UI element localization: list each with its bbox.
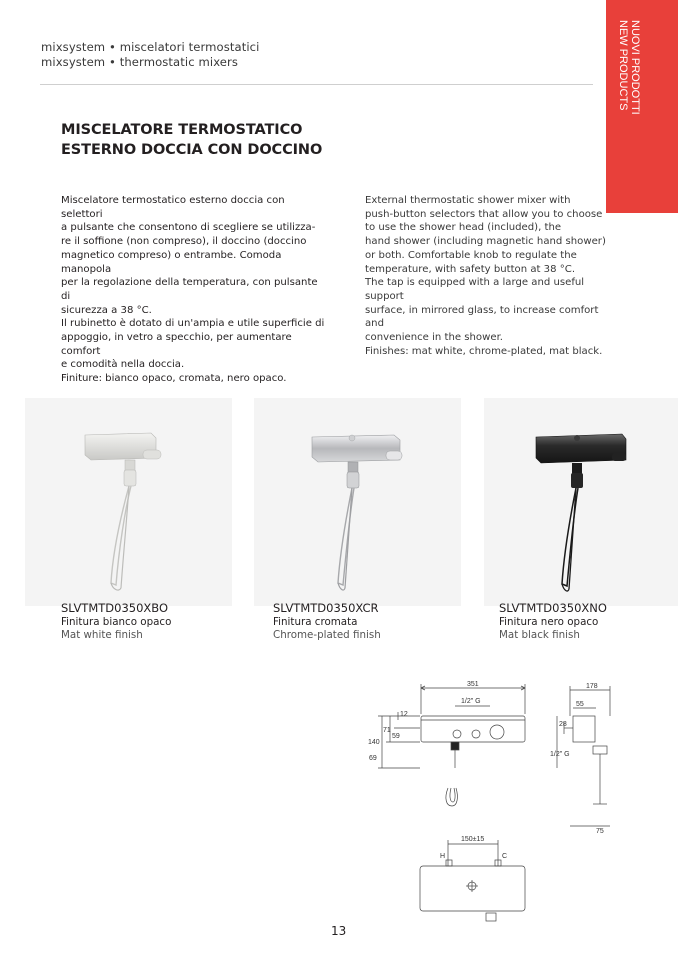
page-header bbox=[41, 40, 259, 69]
finish-italian: Finitura nero opaco bbox=[499, 616, 599, 628]
dim-thread-side: 1/2" G bbox=[550, 751, 570, 758]
product-photo-black bbox=[484, 398, 678, 606]
dim-h59: 59 bbox=[392, 733, 400, 740]
dim-d28: 28 bbox=[559, 721, 567, 728]
new-products-label bbox=[617, 20, 640, 115]
product-title bbox=[61, 120, 322, 160]
desc-en-line: Finishes: mat white, chrome-plated, mat black. bbox=[365, 345, 603, 357]
title-line-2: ESTERNO DOCCIA CON DOCCINO bbox=[61, 142, 323, 158]
desc-it-line: Finiture: bianco opaco, cromata, nero opaco. bbox=[61, 373, 287, 385]
desc-en-line: convenience in the shower. bbox=[365, 332, 503, 344]
page-number: 13 bbox=[331, 924, 347, 938]
finish-english: Chrome-plated finish bbox=[273, 629, 381, 641]
dim-h140: 140 bbox=[368, 739, 380, 746]
header-line-it: mixsystem • miscelatori termostatici bbox=[41, 40, 260, 54]
new-products-tab bbox=[606, 0, 678, 213]
finish-italian: Finitura cromata bbox=[273, 616, 358, 628]
tab-line-it: NUOVI PRODOTTI bbox=[629, 20, 641, 115]
desc-it-line: sicurezza a 38 °C. bbox=[61, 304, 152, 316]
desc-en-line: External thermostatic shower mixer with bbox=[365, 195, 571, 206]
desc-it-line: e comodità nella doccia. bbox=[61, 359, 185, 371]
desc-it-line: magnetico compreso) o entrambe. Comoda manopola bbox=[61, 249, 282, 275]
finish-english: Mat black finish bbox=[499, 629, 580, 641]
desc-en-line: surface, in mirrored glass, to increase comfort and bbox=[365, 304, 599, 330]
dim-width: 351 bbox=[467, 681, 479, 688]
product-code: SLVTMTD0350XCR bbox=[273, 601, 379, 615]
desc-en-line: push-button selectors that allow you to choose bbox=[365, 208, 603, 220]
finish-english: Mat white finish bbox=[61, 629, 143, 641]
desc-en-line: temperature, with safety button at 38 °C. bbox=[365, 263, 576, 275]
desc-it-line: a pulsante che consentono di scegliere se utilizza- bbox=[61, 222, 316, 234]
desc-it-line: per la regolazione della temperatura, con pulsante di bbox=[61, 277, 318, 302]
technical-drawings bbox=[360, 676, 622, 922]
finish-italian: Finitura bianco opaco bbox=[61, 616, 172, 628]
dim-h71: 71 bbox=[383, 727, 391, 734]
shower-mixer-illustration bbox=[254, 398, 461, 606]
desc-it-line: Miscelatore termostatico esterno doccia con selettori bbox=[61, 195, 285, 220]
desc-en-line: hand shower (including magnetic hand shower) bbox=[365, 236, 606, 248]
dim-d55: 55 bbox=[576, 701, 584, 708]
shower-mixer-illustration bbox=[484, 398, 678, 606]
header-divider bbox=[40, 84, 593, 85]
dim-spacing: 150±15 bbox=[461, 836, 485, 843]
front-view bbox=[378, 684, 525, 806]
dim-h69: 69 bbox=[369, 755, 377, 762]
product-photo-chrome bbox=[254, 398, 461, 606]
dim-thread-top: 1/2" G bbox=[461, 698, 481, 705]
label-hot: H bbox=[440, 853, 446, 860]
product-code: SLVTMTD0350XBO bbox=[61, 601, 169, 615]
tab-line-en: NEW PRODUCTS bbox=[617, 20, 630, 111]
desc-en-line: or both. Comfortable knob to regulate the bbox=[365, 249, 577, 261]
dim-h12: 12 bbox=[400, 711, 408, 718]
header-line-en: mixsystem • thermostatic mixers bbox=[41, 54, 239, 69]
desc-it-line: Il rubinetto è dotato di un'ampia e utile superficie di bbox=[61, 318, 325, 330]
desc-it-line: appoggio, in vetro a specchio, per aumentare comfort bbox=[61, 332, 292, 357]
description-english bbox=[365, 194, 620, 358]
dimension-diagram bbox=[360, 676, 622, 922]
product-photo-white bbox=[25, 398, 232, 606]
desc-it-line: re il soffione (non compreso), il doccino (doccino bbox=[61, 236, 307, 248]
desc-en-line: The tap is equipped with a large and useful support bbox=[365, 277, 585, 302]
label-cold: C bbox=[502, 853, 508, 860]
product-code: SLVTMTD0350XNO bbox=[499, 601, 607, 615]
title-line-1: MISCELATORE TERMOSTATICO bbox=[61, 122, 303, 138]
shower-mixer-illustration bbox=[25, 398, 232, 606]
top-view bbox=[420, 840, 525, 921]
desc-en-line: to use the shower head (included), the bbox=[365, 222, 562, 234]
dim-d75: 75 bbox=[596, 828, 604, 835]
dim-depth: 178 bbox=[586, 683, 598, 690]
description-italian bbox=[61, 194, 326, 386]
